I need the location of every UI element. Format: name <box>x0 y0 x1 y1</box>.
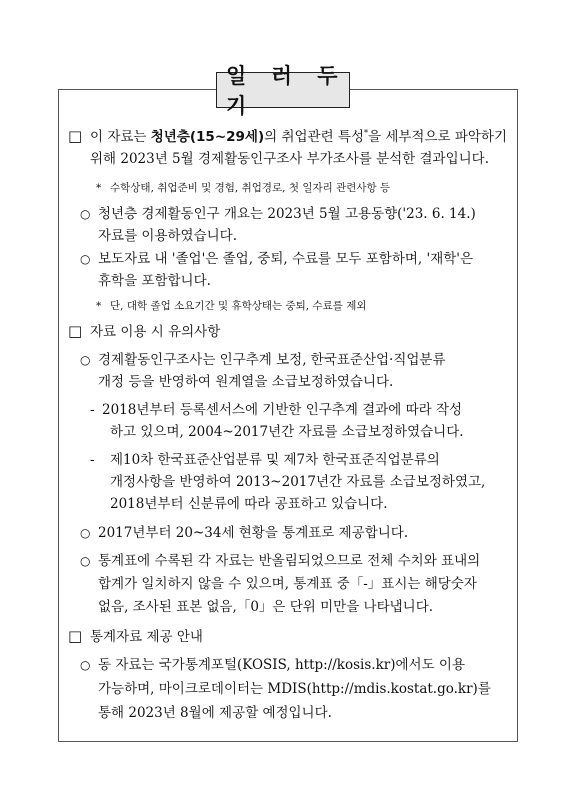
s2-d2-line-3: 2018년부터 신분류에 따라 공표하고 있습니다. <box>110 496 388 512</box>
s1-o2-line-2: 휴학을 포함합니다. <box>98 273 211 289</box>
s1-line-2: 위해 2023년 5월 경제활동인구조사 부가조사를 분석한 결과입니다. <box>90 151 490 167</box>
s1-footnote-mark: * <box>364 128 369 138</box>
s2-o2: 2017년부터 20~34세 현황을 통계표로 제공합니다. <box>98 525 409 541</box>
square-bullet-1: □ <box>68 127 83 145</box>
s3-heading: 통계자료 제공 안내 <box>90 629 203 645</box>
note-star-1: * <box>96 182 102 194</box>
s3-o1-line-1: 동 자료는 국가통계포털(KOSIS, http://kosis.kr)에서도 이용 <box>98 657 465 673</box>
circle-bullet-2: ○ <box>80 252 91 266</box>
s1-o1-line-1: 청년층 경제활동인구 개요는 2023년 5월 고용동향('23. 6. 14.) <box>98 206 476 222</box>
square-bullet-2: □ <box>68 322 83 340</box>
circle-bullet-4: ○ <box>80 526 91 540</box>
circle-bullet-1: ○ <box>80 207 91 221</box>
content-frame <box>58 89 518 742</box>
s2-o3-line-2: 합계가 일치하지 않을 수 있으며, 통계표 중「-」표시는 해당숫자 <box>98 576 477 592</box>
circle-bullet-5: ○ <box>80 554 91 568</box>
s2-d1-line-1: 2018년부터 등록센서스에 기반한 인구추계 결과에 따라 작성 <box>102 402 463 418</box>
square-bullet-3: □ <box>68 627 83 645</box>
s1-text-pre: 이 자료는 <box>90 129 151 145</box>
s1-text-bold: 청년층(15~29세) <box>150 129 265 145</box>
s1-note-2: 단, 대학 졸업 소요기간 및 휴학상태는 중퇴, 수료를 제외 <box>110 300 367 312</box>
s3-o1-line-3: 통해 2023년 8월에 제공할 예정입니다. <box>98 705 332 721</box>
dash-2: - <box>90 452 95 468</box>
dash-1: - <box>90 402 95 418</box>
page-title: 일 러 두 기 <box>216 72 350 108</box>
s1-o2-line-1: 보도자료 내 '졸업'은 졸업, 중퇴, 수료를 모두 포함하며, '재학'은 <box>98 251 474 267</box>
s2-heading: 자료 이용 시 유의사항 <box>90 324 221 340</box>
s2-o3-line-3: 없음, 조사된 표본 없음,「0」은 단위 미만을 나타냅니다. <box>98 599 434 615</box>
s1-text-mid: 의 취업관련 특성 <box>264 129 365 145</box>
s1-note-1: 수학상태, 취업준비 및 경험, 취업경로, 첫 일자리 관련사항 등 <box>110 182 391 194</box>
s1-o1-line-2: 자료를 이용하였습니다. <box>98 228 237 244</box>
circle-bullet-3: ○ <box>80 353 91 367</box>
s3-o1-line-2: 가능하며, 마이크로데이터는 MDIS(http://mdis.kostat.go.kr)를 <box>98 681 491 697</box>
note-star-2: * <box>96 300 102 312</box>
s2-d2-line-1: 제10차 한국표준산업분류 및 제7차 한국표준직업분류의 <box>110 452 440 468</box>
s1-text-post: 을 세부적으로 파악하기 <box>368 129 508 145</box>
circle-bullet-6: ○ <box>80 658 91 672</box>
s2-d1-line-2: 하고 있으며, 2004~2017년간 자료를 소급보정하였습니다. <box>110 424 464 440</box>
s2-o3-line-1: 통계표에 수록된 각 자료는 반올림되었으므로 전체 수치와 표내의 <box>98 553 481 569</box>
s2-o1-line-2: 개정 등을 반영하여 원계열을 소급보정하였습니다. <box>98 374 394 390</box>
s2-d2-line-2: 개정사항을 반영하여 2013~2017년간 자료를 소급보정하였고, <box>110 474 486 490</box>
s2-o1-line-1: 경제활동인구조사는 인구추계 보정, 한국표준산업·직업분류 <box>98 352 446 368</box>
